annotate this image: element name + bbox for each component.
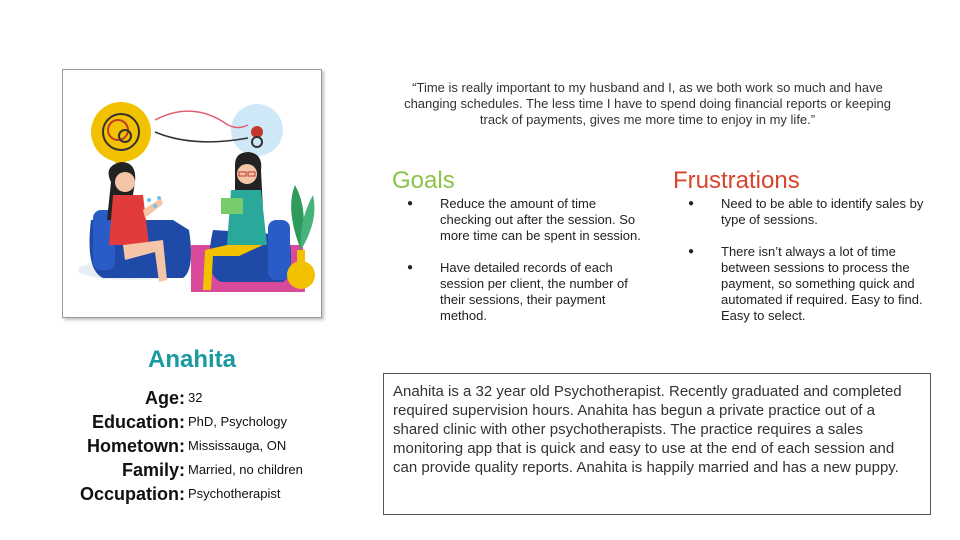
frustration-item <box>688 244 926 324</box>
detail-value: 32 <box>188 390 203 405</box>
detail-label: Age: <box>145 388 185 408</box>
frustrations-heading: Frustrations <box>673 167 800 194</box>
bullet-icon: ● <box>407 262 414 273</box>
goal-text: Have detailed records of each session per client, the number of their sessions, their payment method. <box>440 260 628 323</box>
persona-name: Anahita <box>147 346 236 373</box>
detail-label: Family: <box>121 460 185 480</box>
therapy-session-illustration <box>62 69 322 318</box>
goal-item <box>407 196 645 244</box>
detail-value: Psychotherapist <box>188 486 281 501</box>
goal-text: Reduce the amount of time checking out after the session. So more time can be spent in session. <box>440 196 641 243</box>
therapy-illustration-svg <box>63 70 321 317</box>
detail-label: Occupation: <box>79 484 185 504</box>
bullet-icon: ● <box>688 246 695 257</box>
frustration-text: Need to be able to identify sales by type of sessions. <box>721 196 924 227</box>
detail-value: Married, no children <box>188 462 303 477</box>
detail-value: Mississauga, ON <box>188 438 287 453</box>
persona-quote: “Time is really important to my husband and I, as we both work so much and have changing schedules. The less time I have to spend doing financial reports or keeping track of payments, gives me more time to enjoy in my life.” <box>404 80 891 127</box>
goal-item <box>407 260 645 324</box>
bullet-icon: ● <box>407 198 414 209</box>
frustration-text: There isn’t always a lot of time between sessions to process the payment, so something quick and automated if required. Easy to find. Easy to select. <box>721 244 923 323</box>
persona-bio: Anahita is a 32 year old Psychotherapist. Recently graduated and completed required supervision hours. Anahita has begun a private practice out of a shared clinic with other psychotherapists. The practice requires a sales monitoring app that is quick and easy to use at the end of each session and can provide quality reports. Anahita is happily married and has a new puppy. <box>383 373 931 515</box>
frustration-item <box>688 196 926 228</box>
frustrations-list <box>688 196 926 340</box>
goals-list <box>407 196 645 340</box>
detail-value: PhD, Psychology <box>188 414 287 429</box>
detail-label: Education: <box>92 412 185 432</box>
bullet-icon: ● <box>688 198 695 209</box>
detail-label: Hometown: <box>87 436 185 456</box>
goals-heading: Goals <box>392 167 455 194</box>
